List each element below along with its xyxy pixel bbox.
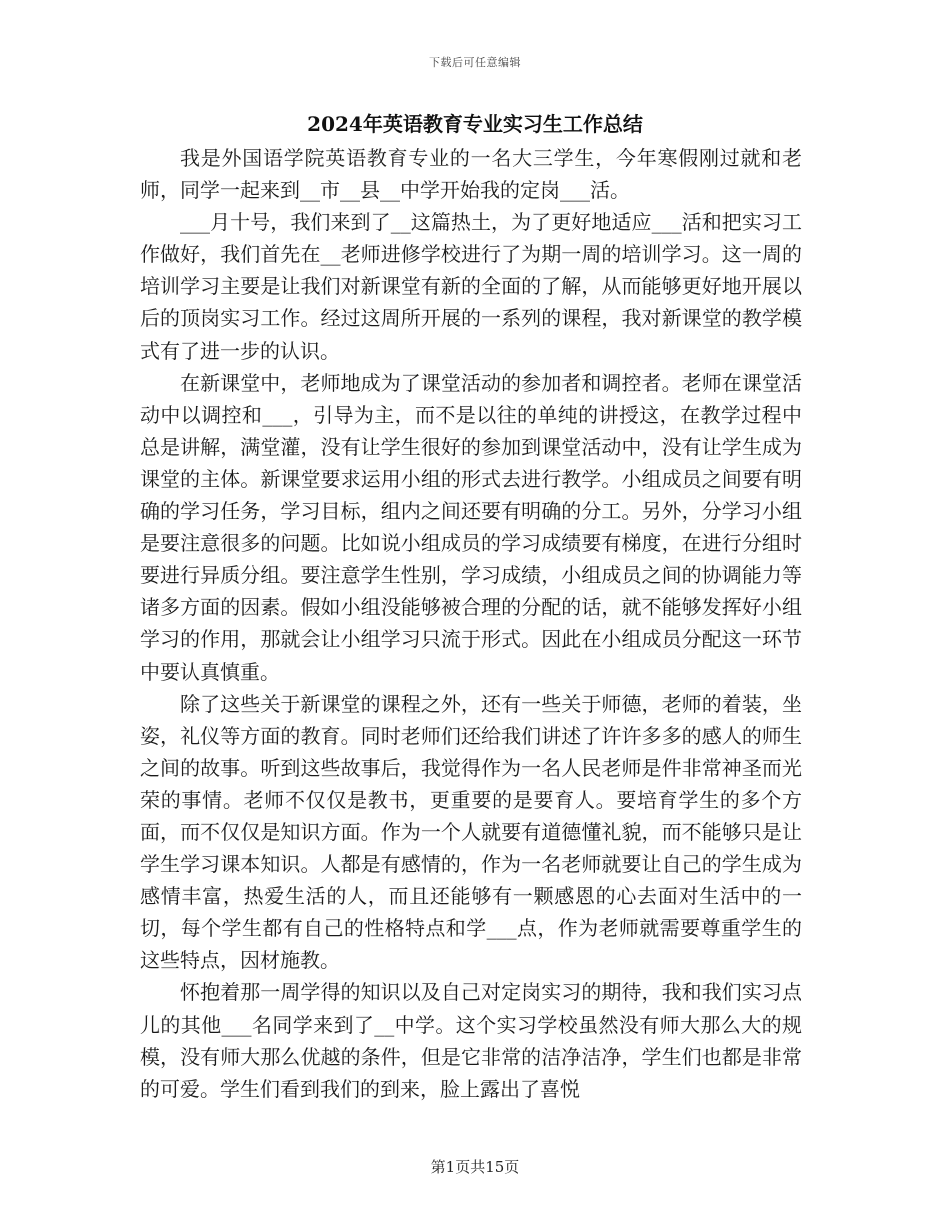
paragraph: 我是外国语学院英语教育专业的一名大三学生，今年寒假刚过就和老师，同学一起来到__市__县__中学开始我的定岗___活。 [140, 146, 802, 203]
document-title: 2024年英语教育专业实习生工作总结 [307, 112, 643, 136]
document-body [140, 142, 802, 1105]
paragraph: ___月十号，我们来到了__这篇热土，为了更好地适应___活和把实习工作做好，我们首先在__老师进修学校进行了为期一周的培训学习。这一周的培训学习主要是让我们对新课堂有新的全面的了解，从而能够更好地开展以后的顶岗实习工作。经过这周所开展的一系列的课程，我对新课堂的教学模式有了进一步的认识。 [140, 210, 802, 363]
paragraph: 除了这些关于新课堂的课程之外，还有一些关于师德，老师的着装，坐姿，礼仪等方面的教育。同时老师们还给我们讲述了许许多多的感人的师生之间的故事。听到这些故事后，我觉得作为一名人民老师是件非常神圣而光荣的事情。老师不仅仅是教书，更重要的是要育人。要培育学生的多个方面，而不仅仅是知识方面。作为一个人就要有道德懂礼貌，而不能够只是让学生学习课本知识。人都是有感情的，作为一名老师就要让自己的学生成为感情丰富，热爱生活的人，而且还能够有一颗感恩的心去面对生活中的一切，每个学生都有自己的性格特点和学___点，作为老师就需要尊重学生的这些特点，因材施教。 [140, 691, 802, 973]
paragraph: 在新课堂中，老师地成为了课堂活动的参加者和调控者。老师在课堂活动中以调控和___，引导为主，而不是以往的单纯的讲授这，在教学过程中总是讲解，满堂灌，没有让学生很好的参加到课堂活动中，没有让学生成为课堂的主体。新课堂要求运用小组的形式去进行教学。小组成员之间要有明确的学习任务，学习目标，组内之间还要有明确的分工。另外，分学习小组是要注意很多的问题。比如说小组成员的学习成绩要有梯度，在进行分组时要进行异质分组。要注意学生性别，学习成绩，小组成员之间的协调能力等诸多方面的因素。假如小组没能够被合理的分配的话，就不能够发挥好小组学习的作用，那就会让小组学习只流于形式。因此在小组成员分配这一环节中要认真慎重。 [140, 370, 802, 684]
header-note: 下载后可任意编辑 [429, 56, 521, 69]
paragraph: 怀抱着那一周学得的知识以及自己对定岗实习的期待，我和我们实习点儿的其他___名同学来到了__中学。这个实习学校虽然没有师大那么大的规模，没有师大那么优越的条件，但是它非常的洁净洁净，学生们也都是非常的可爱。学生们看到我们的到来，脸上露出了喜悦 [140, 980, 802, 1101]
page-number-footer: 第1页共15页 [430, 1158, 520, 1176]
